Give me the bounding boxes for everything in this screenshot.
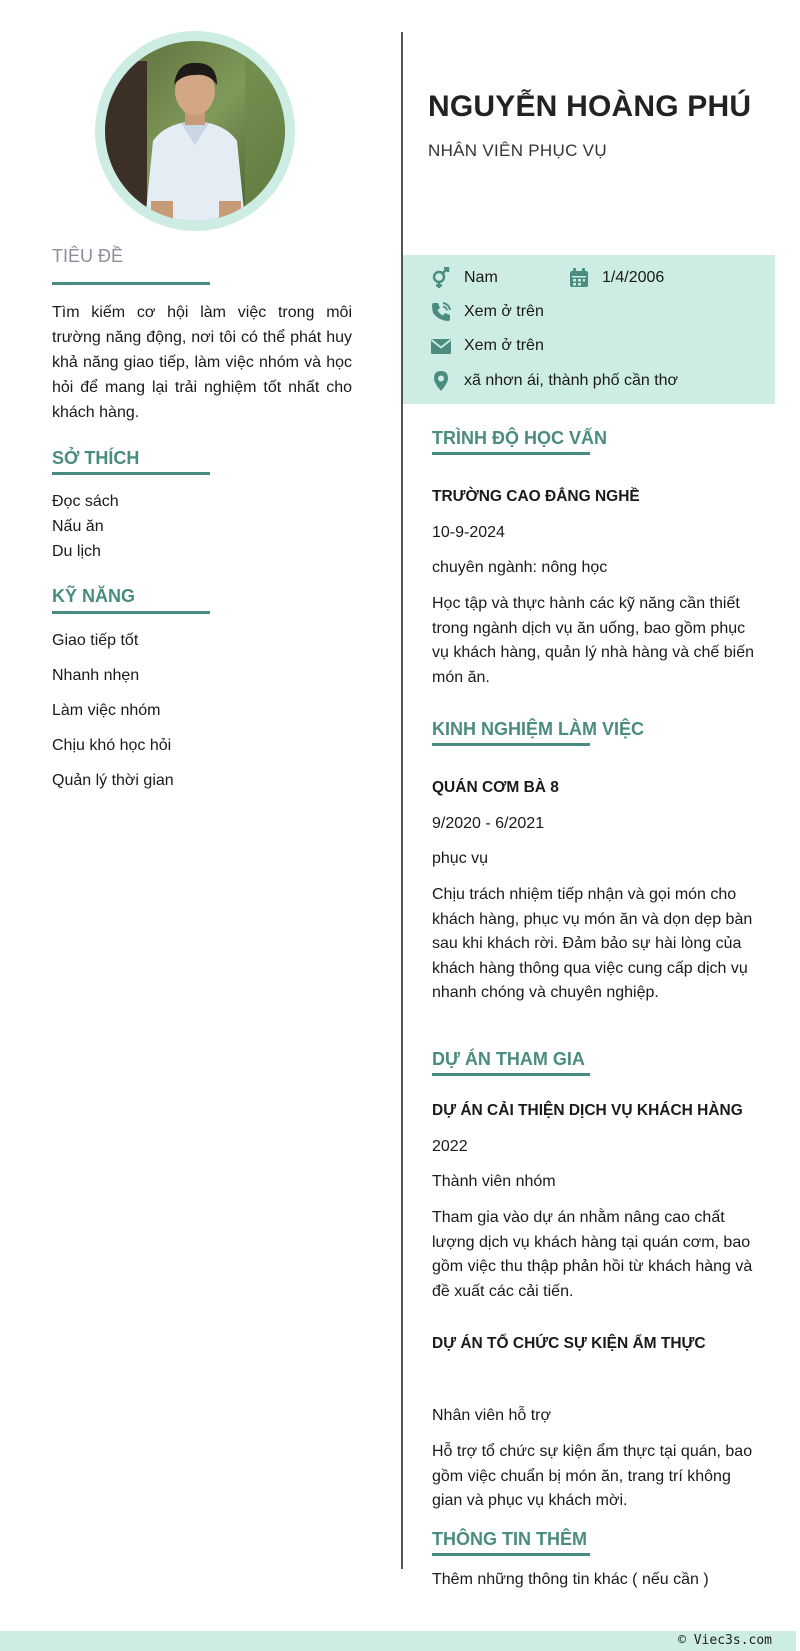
candidate-name: NGUYỄN HOÀNG PHÚ: [428, 90, 752, 123]
list-item: Chịu khó học hỏi: [52, 737, 172, 754]
experience-title-underline: [432, 743, 590, 746]
project-name: DỰ ÁN TỔ CHỨC SỰ KIỆN ẨM THỰC: [432, 1335, 706, 1352]
list-item: Nhanh nhẹn: [52, 667, 140, 684]
email-row: [430, 335, 544, 357]
objective-text: Tìm kiếm cơ hội làm việc trong môi trường năng động, nơi tôi có thể phát huy khả năng giao tiếp, làm việc nhóm và học hỏi để mang lại trải nghiệm tốt nhất cho khách hàng.: [52, 304, 352, 421]
project-description: Tham gia vào dự án nhằm nâng cao chất lượng dịch vụ khách hàng tại quán cơm, bao gồm việc thu thập phản hồi từ khách hàng và đề xuất các cải tiến.: [432, 1209, 753, 1300]
list-item: Đọc sách: [52, 493, 119, 510]
list-item: Giao tiếp tốt: [52, 632, 139, 649]
experience-description: Chịu trách nhiệm tiếp nhận và gọi món cho khách hàng, phục vụ món ăn và dọn dẹp bàn sau khi khách rời. Đảm bảo sự hài lòng của khách hàng thông qua việc cung cấp dịch vụ nhanh chóng và chuyên nghiệp.: [432, 886, 753, 1001]
footer-bar: [0, 1631, 796, 1651]
envelope-icon: [430, 335, 452, 357]
skills-list: [52, 628, 174, 803]
gender-value: Nam: [464, 269, 498, 286]
project-year: 2022: [432, 1138, 468, 1155]
address-value: xã nhơn ái, thành phố cần thơ: [464, 372, 679, 389]
address-row: [430, 370, 678, 392]
additional-info-text: Thêm những thông tin khác ( nếu cần ): [432, 1571, 709, 1588]
hobbies-list: [52, 489, 119, 564]
skills-title: KỸ NĂNG: [52, 586, 136, 606]
footer-copyright: © Viec3s.com: [678, 1633, 772, 1648]
experience-position: phục vụ: [432, 850, 489, 867]
contact-info-box: [403, 255, 775, 404]
education-date: 10-9-2024: [432, 524, 505, 541]
list-item: Du lịch: [52, 543, 101, 560]
list-item: Quản lý thời gian: [52, 772, 174, 789]
additional-info-title-underline: [432, 1553, 590, 1556]
hobbies-title-underline: [52, 472, 210, 475]
skills-title-underline: [52, 611, 210, 614]
projects-title: DỰ ÁN THAM GIA: [432, 1049, 585, 1069]
phone-value: Xem ở trên: [464, 303, 544, 320]
gender-row: [430, 267, 498, 289]
additional-info-title: THÔNG TIN THÊM: [432, 1529, 587, 1549]
avatar: [95, 31, 295, 231]
education-title: TRÌNH ĐỘ HỌC VẤN: [432, 428, 607, 448]
phone-row: [430, 301, 544, 323]
calendar-icon: [568, 267, 590, 289]
project-role: Thành viên nhóm: [432, 1173, 556, 1190]
education-description: Học tập và thực hành các kỹ năng cần thiết trong ngành dịch vụ ăn uống, bao gồm phục vụ khách hàng, quản lý nhà hàng và chế biến món ăn.: [432, 595, 755, 686]
profile-photo: [105, 41, 285, 221]
education-major: chuyên ngành: nông học: [432, 559, 608, 576]
experience-company: QUÁN CƠM BÀ 8: [432, 779, 559, 796]
projects-title-underline: [432, 1073, 590, 1076]
hobbies-title: SỞ THÍCH: [52, 448, 140, 468]
project-name: DỰ ÁN CẢI THIỆN DỊCH VỤ KHÁCH HÀNG: [432, 1102, 743, 1119]
objective-title: TIÊU ĐỀ: [52, 246, 124, 266]
map-pin-icon: [430, 370, 452, 392]
project-role: Nhân viên hỗ trợ: [432, 1407, 551, 1424]
candidate-role: NHÂN VIÊN PHỤC VỤ: [428, 141, 607, 160]
project-description: Hỗ trợ tổ chức sự kiện ẩm thực tại quán, bao gồm việc chuẩn bị món ăn, trang trí không gian và phục vụ khách mời.: [432, 1443, 753, 1509]
birthdate-row: [568, 267, 664, 289]
email-value: Xem ở trên: [464, 337, 544, 354]
list-item: Làm việc nhóm: [52, 702, 161, 719]
experience-period: 9/2020 - 6/2021: [432, 815, 545, 832]
experience-title: KINH NGHIỆM LÀM VIỆC: [432, 719, 645, 739]
objective-title-underline: [52, 282, 210, 285]
education-title-underline: [432, 452, 590, 455]
phone-icon: [430, 301, 452, 323]
gender-icon: [430, 267, 452, 289]
education-school: TRƯỜNG CAO ĐẲNG NGHỀ: [432, 488, 640, 505]
list-item: Nấu ăn: [52, 518, 104, 535]
birthdate-value: 1/4/2006: [602, 269, 665, 286]
